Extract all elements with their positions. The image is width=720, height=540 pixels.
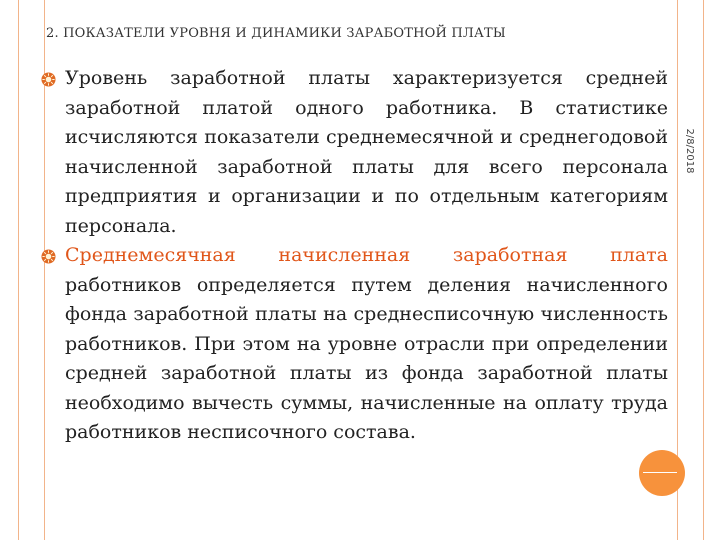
decorative-circle	[639, 450, 685, 496]
paragraph-text: работников определяется путем деления начисленного фонда заработной платы на среднесписочную численность работников. При этом на уровне отрасли при определении средней заработной платы из фонда заработной платы необходимо вычесть суммы, начисленные на оплату труда работников несписочного состава.	[65, 273, 668, 443]
decorative-circle-line	[643, 472, 677, 473]
sun-bullet-icon	[41, 72, 56, 87]
paragraph-text: Уровень заработной платы характеризуется средней заработной платой одного работника. В статистике исчисляются показатели среднемесячной и среднегодовой начисленной заработной платы для всего персонала предприятия и организации и по отдельным категориям персонала.	[65, 67, 668, 237]
highlighted-term: Среднемесячная начисленная заработная плата	[65, 244, 668, 266]
bullet-paragraph-1	[40, 64, 668, 241]
sun-bullet-icon	[41, 249, 56, 264]
slide-body	[40, 64, 668, 448]
slide-title: 2. ПОКАЗАТЕЛИ УРОВНЯ И ДИНАМИКИ ЗАРАБОТНОЙ ПЛАТЫ	[46, 26, 506, 41]
slide-date: 2/8/2018	[684, 128, 695, 174]
bullet-paragraph-2	[40, 241, 668, 448]
